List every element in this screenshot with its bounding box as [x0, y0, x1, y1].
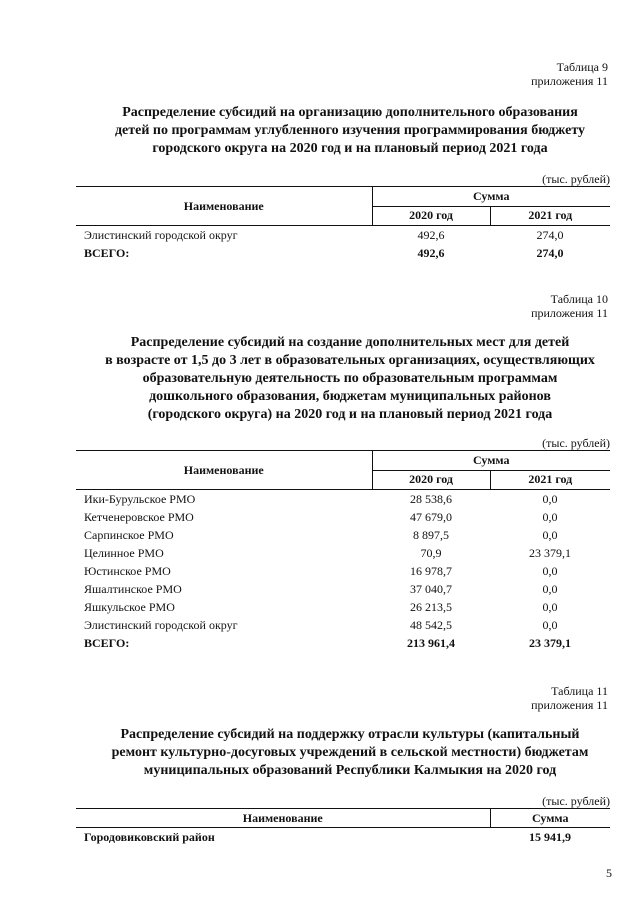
- row-value-2020: 47 679,0: [410, 510, 452, 524]
- row-value-2021: 0,0: [542, 618, 558, 632]
- total-row: [76, 634, 610, 652]
- table9-label: Таблица 9: [556, 60, 608, 74]
- row-name: Элистинский городской округ: [84, 228, 238, 242]
- row-value-2021: 0,0: [542, 582, 558, 596]
- total-label: ВСЕГО:: [84, 636, 130, 650]
- table11-title-line: Распределение субсидий на поддержку отрасли культуры (капитальный: [120, 727, 580, 742]
- table10-label: Таблица 10: [550, 292, 608, 306]
- row-value-2020: 16 978,7: [410, 564, 452, 578]
- table11: [76, 808, 610, 846]
- table11-appendix: приложения 11: [531, 698, 608, 712]
- row-value-2021: 0,0: [542, 492, 558, 506]
- table11-label: Таблица 11: [551, 684, 608, 698]
- table10-unit: (тыс. рублей): [542, 436, 610, 450]
- table10-header-sum: Сумма: [372, 451, 610, 471]
- table-row: [76, 544, 610, 562]
- row-value-2021: 0,0: [542, 600, 558, 614]
- row-value-2021: 23 379,1: [529, 546, 571, 560]
- table9-title-line: детей по программам углубленного изучения программирования бюджету: [114, 123, 586, 138]
- table10-header-2020: 2020 год: [372, 470, 490, 490]
- row-name: Целинное РМО: [84, 546, 164, 560]
- row-name: Ики-Бурульское РМО: [84, 492, 196, 506]
- total-value-2021: 23 379,1: [529, 636, 571, 650]
- table9-unit: (тыс. рублей): [542, 172, 610, 186]
- row-value-2020: 28 538,6: [410, 492, 452, 506]
- table10-title-line: (городского округа) на 2020 год и на плановый период 2021 года: [147, 407, 553, 422]
- row-name: Элистинский городской округ: [84, 618, 238, 632]
- table10-header-name: Наименование: [76, 451, 372, 490]
- row-name: Кетченеровское РМО: [84, 510, 194, 524]
- table-row: [76, 828, 610, 847]
- total-value-2021: 274,0: [536, 246, 564, 260]
- table10-label-block: [531, 292, 608, 320]
- table-row: [76, 226, 610, 245]
- total-value-2020: 213 961,4: [407, 636, 455, 650]
- row-value-2021: 274,0: [536, 228, 564, 242]
- total-label: ВСЕГО:: [84, 246, 130, 260]
- table11-header-name: Наименование: [76, 809, 490, 828]
- total-value-2020: 492,6: [417, 246, 445, 260]
- row-value-2020: 26 213,5: [410, 600, 452, 614]
- table10-title-line: в возрасте от 1,5 до 3 лет в образовательных организациях, осуществляющих: [105, 353, 595, 368]
- table-row: [76, 490, 610, 509]
- table9-title-line: Распределение субсидий на организацию дополнительного образования: [122, 105, 578, 120]
- table11-title-line: ремонт культурно-досуговых учреждений в сельской местности) бюджетам: [111, 745, 589, 760]
- table9-title: [60, 104, 640, 158]
- table11-title: [60, 726, 640, 780]
- row-value-2021: 0,0: [542, 528, 558, 542]
- table11-header-sum: Сумма: [490, 809, 610, 828]
- table10-title-line: дошкольного образования, бюджетам муниципальных районов: [149, 389, 551, 404]
- row-value-2021: 0,0: [542, 564, 558, 578]
- row-value-2020: 48 542,5: [410, 618, 452, 632]
- table11-label-block: [531, 684, 608, 712]
- table9-appendix: приложения 11: [531, 74, 608, 88]
- row-value-2021: 0,0: [542, 510, 558, 524]
- table-row: [76, 526, 610, 544]
- table10-header-2021: 2021 год: [490, 470, 610, 490]
- table9-header-name: Наименование: [76, 187, 372, 226]
- table10-title: [60, 334, 640, 424]
- table-row: [76, 508, 610, 526]
- table9-header-2021: 2021 год: [490, 206, 610, 226]
- page-number: 5: [606, 866, 612, 880]
- table-row: [76, 616, 610, 634]
- table-row: [76, 562, 610, 580]
- table10-title-line: Распределение субсидий на создание дополнительных мест для детей: [130, 335, 570, 350]
- row-name: Яшкульское РМО: [84, 600, 175, 614]
- table9-title-line: городского округа на 2020 год и на плановый период 2021 года: [152, 141, 548, 156]
- table-row: [76, 580, 610, 598]
- row-name: Юстинское РМО: [84, 564, 171, 578]
- table-row: [76, 598, 610, 616]
- table9-header-2020: 2020 год: [372, 206, 490, 226]
- row-name: Сарпинское РМО: [84, 528, 174, 542]
- row-value: 15 941,9: [529, 830, 571, 844]
- table10: [76, 450, 610, 652]
- row-name: Городовиковский район: [84, 830, 215, 844]
- row-value-2020: 492,6: [417, 228, 445, 242]
- row-value-2020: 70,9: [420, 546, 442, 560]
- table10-appendix: приложения 11: [531, 306, 608, 320]
- table9: [76, 186, 610, 262]
- table9-header-sum: Сумма: [372, 187, 610, 207]
- row-value-2020: 37 040,7: [410, 582, 452, 596]
- row-value-2020: 8 897,5: [413, 528, 449, 542]
- table10-title-line: образовательную деятельность по образовательным программам: [142, 371, 558, 386]
- table11-unit: (тыс. рублей): [542, 794, 610, 808]
- table9-label-block: [531, 60, 608, 88]
- total-row: [76, 244, 610, 262]
- row-name: Яшалтинское РМО: [84, 582, 182, 596]
- table11-title-line: муниципальных образований Республики Калмыкия на 2020 год: [143, 763, 557, 778]
